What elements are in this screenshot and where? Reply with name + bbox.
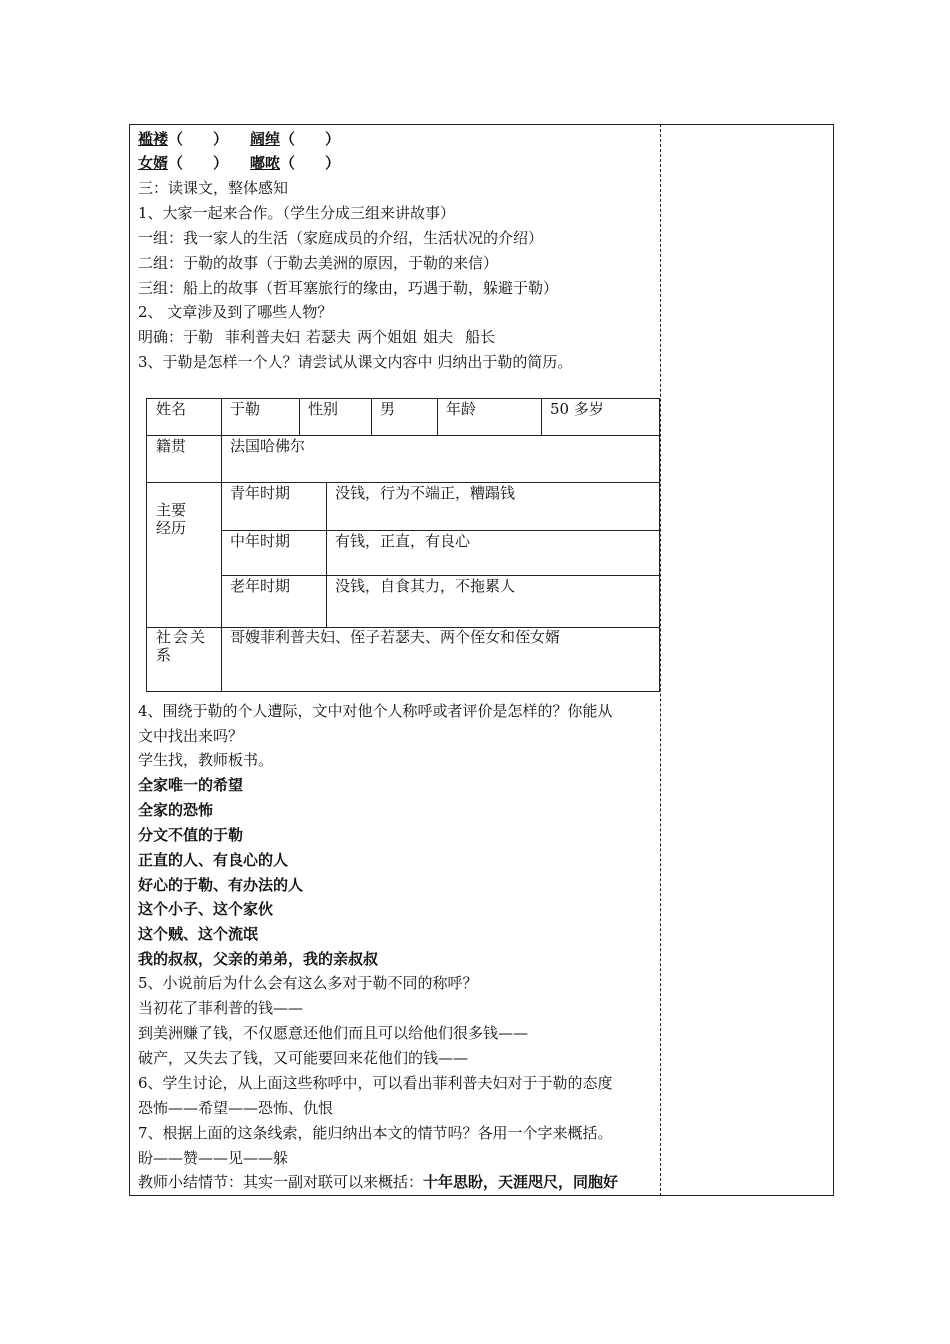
name-value: 于勒 (230, 400, 261, 418)
item6-question: 6、学生讨论，从上面这些称呼中，可以看出菲利普夫妇对于于勒的态度 (138, 1074, 613, 1092)
vocab-blank: （ ） (168, 154, 229, 172)
title-entry: 好心的于勒、有办法的人 (138, 876, 304, 894)
item4-question-cont: 文中找出来吗？ (138, 727, 244, 745)
vocab-word: 嘟哝 (250, 154, 281, 172)
character: 于勒 (183, 328, 214, 346)
title-entry: 全家唯一的希望 (138, 776, 244, 794)
item4-note: 学生找，教师板书。 (138, 751, 274, 769)
characters-line (138, 327, 495, 347)
item4-question: 4、围绕于勒的个人遭际，文中对他个人称呼或者评价是怎样的？你能从 (138, 702, 613, 720)
vocab-row-1 (138, 129, 340, 149)
section-title: 三：读课文，整体感知 (138, 179, 289, 197)
period-label: 青年时期 (230, 484, 291, 502)
character: 菲利普夫妇 (225, 328, 301, 346)
age-label: 年龄 (446, 400, 477, 418)
column-divider (660, 124, 661, 1196)
name-label: 姓名 (156, 400, 187, 418)
item7-question: 7、根据上面的这条线索，能归纳出本文的情节吗？各用一个字来概括。 (138, 1124, 613, 1142)
age-value: 50 多岁 (550, 400, 604, 418)
experience-label: 主要经历 (156, 501, 187, 537)
character: 两个姐姐 (357, 328, 418, 346)
title-entry: 这个贼、这个流氓 (138, 925, 259, 943)
vocab-row-2 (138, 153, 340, 173)
relations-value: 哥嫂菲利普夫妇、侄子若瑟夫、两个侄女和侄女婿 (230, 628, 561, 646)
group-line: 二组：于勒的故事（于勒去美洲的原因，于勒的来信） (138, 254, 499, 272)
character: 姐夫 (423, 328, 454, 346)
period-desc: 没钱，行为不端正，糟蹋钱 (335, 484, 516, 502)
character: 若瑟夫 (306, 328, 352, 346)
title-entry: 正直的人、有良心的人 (138, 851, 289, 869)
character: 船长 (465, 328, 496, 346)
item5-line: 当初花了菲利普的钱—— (138, 999, 304, 1017)
title-entry: 我的叔叔，父亲的弟弟，我的亲叔叔 (138, 950, 379, 968)
item5-line: 到美洲赚了钱，不仅愿意还他们而且可以给他们很多钱—— (138, 1024, 529, 1042)
vocab-blank: （ ） (280, 154, 341, 172)
title-entry: 全家的恐怖 (138, 801, 214, 819)
group-line: 一组：我一家人的生活（家庭成员的介绍，生活状况的介绍） (138, 229, 544, 247)
period-label: 中年时期 (230, 532, 291, 550)
gender-value: 男 (380, 400, 396, 418)
title-entry: 分文不值的于勒 (138, 826, 244, 844)
group-line: 三组：船上的故事（哲耳塞旅行的缘由，巧遇于勒，躲避于勒） (138, 279, 559, 297)
origin-label: 籍贯 (156, 437, 187, 455)
item5-line: 破产，又失去了钱，又可能要回来花他们的钱—— (138, 1049, 469, 1067)
item3-question: 3、于勒是怎样一个人？请尝试从课文内容中 归纳出于勒的简历。 (138, 353, 573, 371)
resume-table (146, 398, 660, 692)
period-label: 老年时期 (230, 577, 291, 595)
summary-couplet: 十年思盼，天涯咫尺，同胞好 (423, 1173, 619, 1191)
item7-answer: 盼——赞——见——躲 (138, 1149, 289, 1167)
relations-label: 社会关系 (156, 628, 208, 664)
vocab-word: 阔绰 (250, 130, 281, 148)
answer-label: 明确： (138, 328, 184, 346)
vocab-word: 女婿 (138, 154, 169, 172)
item7-summary (138, 1172, 618, 1192)
title-entry: 这个小子、这个家伙 (138, 900, 274, 918)
item6-answer: 恐怖——希望——恐怖、仇恨 (138, 1099, 334, 1117)
gender-label: 性别 (308, 400, 339, 418)
summary-prefix: 教师小结情节：其实一副对联可以来概括： (138, 1173, 424, 1191)
origin-value: 法国哈佛尔 (230, 437, 306, 455)
vocab-blank: （ ） (168, 130, 229, 148)
period-desc: 有钱，正直，有良心 (335, 532, 471, 550)
vocab-word: 褴褛 (138, 130, 169, 148)
item1-question: 1、大家一起来合作。（学生分成三组来讲故事） (138, 204, 456, 222)
vocab-blank: （ ） (280, 130, 341, 148)
item2-question: 2、 文章涉及到了哪些人物？ (138, 303, 333, 321)
item5-question: 5、小说前后为什么会有这么多对于勒不同的称呼？ (138, 974, 478, 992)
period-desc: 没钱，自食其力，不拖累人 (335, 577, 516, 595)
